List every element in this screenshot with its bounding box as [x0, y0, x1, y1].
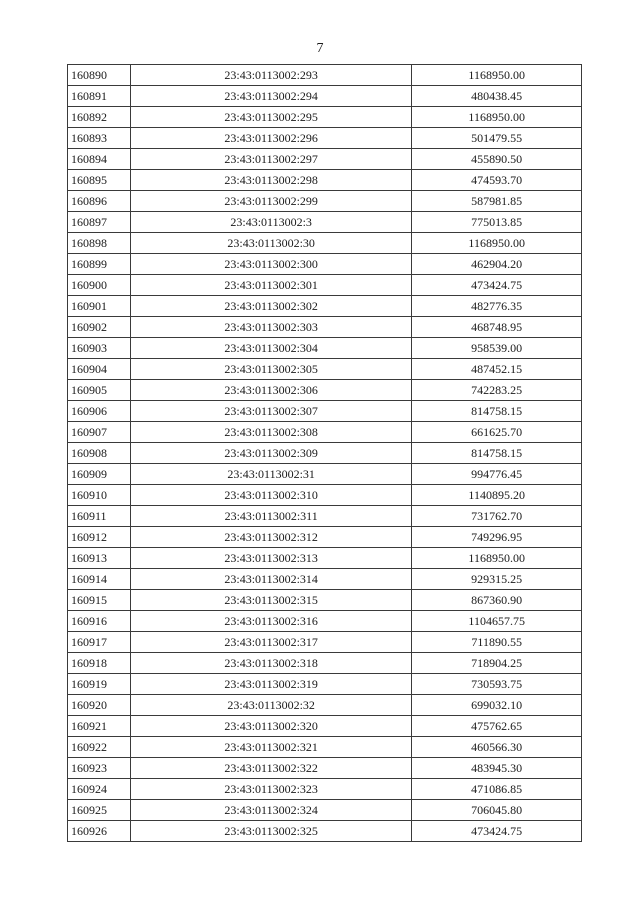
cadastral-number: 23:43:0113002:304	[130, 338, 411, 359]
table-row	[68, 401, 582, 422]
table-row	[68, 674, 582, 695]
table-row	[68, 149, 582, 170]
row-number: 160896	[68, 191, 131, 212]
cadastral-value: 730593.75	[412, 674, 582, 695]
cadastral-number: 23:43:0113002:325	[130, 821, 411, 842]
cadastral-value: 958539.00	[412, 338, 582, 359]
row-number: 160915	[68, 590, 131, 611]
cadastral-value: 742283.25	[412, 380, 582, 401]
row-number: 160906	[68, 401, 131, 422]
cadastral-number: 23:43:0113002:301	[130, 275, 411, 296]
table-row	[68, 737, 582, 758]
cadastral-value: 749296.95	[412, 527, 582, 548]
row-number: 160921	[68, 716, 131, 737]
cadastral-number: 23:43:0113002:299	[130, 191, 411, 212]
cadastral-value: 474593.70	[412, 170, 582, 191]
cadastral-number: 23:43:0113002:308	[130, 422, 411, 443]
table-row	[68, 86, 582, 107]
cadastral-value: 706045.80	[412, 800, 582, 821]
table-row	[68, 632, 582, 653]
row-number: 160908	[68, 443, 131, 464]
cadastral-value: 1104657.75	[412, 611, 582, 632]
cadastral-value: 1168950.00	[412, 233, 582, 254]
table-row	[68, 464, 582, 485]
row-number: 160926	[68, 821, 131, 842]
cadastral-value: 731762.70	[412, 506, 582, 527]
cadastral-value: 814758.15	[412, 443, 582, 464]
cadastral-number: 23:43:0113002:296	[130, 128, 411, 149]
row-number: 160913	[68, 548, 131, 569]
cadastral-number: 23:43:0113002:319	[130, 674, 411, 695]
table-row	[68, 380, 582, 401]
cadastral-number: 23:43:0113002:321	[130, 737, 411, 758]
row-number: 160905	[68, 380, 131, 401]
cadastral-number: 23:43:0113002:323	[130, 779, 411, 800]
row-number: 160903	[68, 338, 131, 359]
table-row	[68, 359, 582, 380]
table-row	[68, 296, 582, 317]
row-number: 160891	[68, 86, 131, 107]
cadastral-number: 23:43:0113002:314	[130, 569, 411, 590]
cadastral-value: 1168950.00	[412, 65, 582, 86]
cadastral-number: 23:43:0113002:298	[130, 170, 411, 191]
row-number: 160918	[68, 653, 131, 674]
cadastral-value: 462904.20	[412, 254, 582, 275]
table-row	[68, 716, 582, 737]
row-number: 160893	[68, 128, 131, 149]
row-number: 160922	[68, 737, 131, 758]
cadastral-number: 23:43:0113002:309	[130, 443, 411, 464]
table-row	[68, 170, 582, 191]
cadastral-number: 23:43:0113002:294	[130, 86, 411, 107]
cadastral-number: 23:43:0113002:306	[130, 380, 411, 401]
cadastral-value: 661625.70	[412, 422, 582, 443]
cadastral-value: 487452.15	[412, 359, 582, 380]
cadastral-value: 473424.75	[412, 821, 582, 842]
cadastral-value: 471086.85	[412, 779, 582, 800]
table-row	[68, 254, 582, 275]
table-row	[68, 590, 582, 611]
table-row	[68, 128, 582, 149]
cadastral-number: 23:43:0113002:324	[130, 800, 411, 821]
cadastral-value: 994776.45	[412, 464, 582, 485]
cadastral-number: 23:43:0113002:315	[130, 590, 411, 611]
cadastral-number: 23:43:0113002:305	[130, 359, 411, 380]
row-number: 160919	[68, 674, 131, 695]
table-row	[68, 65, 582, 86]
cadastral-value: 699032.10	[412, 695, 582, 716]
cadastral-number: 23:43:0113002:300	[130, 254, 411, 275]
cadastral-value: 929315.25	[412, 569, 582, 590]
table-row	[68, 338, 582, 359]
table-row	[68, 275, 582, 296]
table-body	[68, 65, 582, 842]
cadastral-number: 23:43:0113002:307	[130, 401, 411, 422]
row-number: 160897	[68, 212, 131, 233]
cadastral-number: 23:43:0113002:311	[130, 506, 411, 527]
cadastral-number: 23:43:0113002:31	[130, 464, 411, 485]
table-row	[68, 611, 582, 632]
row-number: 160902	[68, 317, 131, 338]
table-row	[68, 107, 582, 128]
row-number: 160924	[68, 779, 131, 800]
table-row	[68, 443, 582, 464]
cadastral-number: 23:43:0113002:322	[130, 758, 411, 779]
cadastral-value: 473424.75	[412, 275, 582, 296]
cadastral-number: 23:43:0113002:313	[130, 548, 411, 569]
row-number: 160900	[68, 275, 131, 296]
row-number: 160890	[68, 65, 131, 86]
table-row	[68, 485, 582, 506]
row-number: 160920	[68, 695, 131, 716]
row-number: 160925	[68, 800, 131, 821]
table-row	[68, 779, 582, 800]
cadastral-value: 867360.90	[412, 590, 582, 611]
table-row	[68, 800, 582, 821]
cadastral-number: 23:43:0113002:293	[130, 65, 411, 86]
row-number: 160923	[68, 758, 131, 779]
row-number: 160916	[68, 611, 131, 632]
cadastral-number: 23:43:0113002:32	[130, 695, 411, 716]
table-row	[68, 191, 582, 212]
row-number: 160904	[68, 359, 131, 380]
table-row	[68, 548, 582, 569]
row-number: 160912	[68, 527, 131, 548]
row-number: 160898	[68, 233, 131, 254]
row-number: 160907	[68, 422, 131, 443]
cadastral-number: 23:43:0113002:312	[130, 527, 411, 548]
row-number: 160914	[68, 569, 131, 590]
cadastral-value: 460566.30	[412, 737, 582, 758]
cadastral-value: 1168950.00	[412, 548, 582, 569]
row-number: 160911	[68, 506, 131, 527]
table-row	[68, 506, 582, 527]
row-number: 160894	[68, 149, 131, 170]
table-row	[68, 758, 582, 779]
cadastral-number: 23:43:0113002:302	[130, 296, 411, 317]
cadastral-value: 814758.15	[412, 401, 582, 422]
cadastral-number: 23:43:0113002:303	[130, 317, 411, 338]
table-row	[68, 212, 582, 233]
table-row	[68, 233, 582, 254]
row-number: 160909	[68, 464, 131, 485]
table-row	[68, 695, 582, 716]
row-number: 160910	[68, 485, 131, 506]
table-row	[68, 569, 582, 590]
row-number: 160895	[68, 170, 131, 191]
row-number: 160892	[68, 107, 131, 128]
cadastral-value: 480438.45	[412, 86, 582, 107]
cadastral-number: 23:43:0113002:318	[130, 653, 411, 674]
row-number: 160901	[68, 296, 131, 317]
cadastral-number: 23:43:0113002:316	[130, 611, 411, 632]
cadastral-number: 23:43:0113002:30	[130, 233, 411, 254]
page-number: 7	[316, 41, 324, 56]
table-row	[68, 527, 582, 548]
table-row	[68, 422, 582, 443]
cadastral-value: 468748.95	[412, 317, 582, 338]
table-row	[68, 317, 582, 338]
cadastral-value: 711890.55	[412, 632, 582, 653]
cadastral-number: 23:43:0113002:297	[130, 149, 411, 170]
cadastral-value: 587981.85	[412, 191, 582, 212]
row-number: 160899	[68, 254, 131, 275]
cadastral-value: 501479.55	[412, 128, 582, 149]
cadastral-value: 482776.35	[412, 296, 582, 317]
cadastral-value: 1140895.20	[412, 485, 582, 506]
cadastral-number: 23:43:0113002:295	[130, 107, 411, 128]
cadastral-number: 23:43:0113002:317	[130, 632, 411, 653]
table-row	[68, 653, 582, 674]
cadastral-value: 475762.65	[412, 716, 582, 737]
cadastral-number: 23:43:0113002:320	[130, 716, 411, 737]
cadastral-number: 23:43:0113002:310	[130, 485, 411, 506]
cadastral-value: 718904.25	[412, 653, 582, 674]
cadastral-number: 23:43:0113002:3	[130, 212, 411, 233]
cadastral-value-table	[67, 64, 582, 842]
cadastral-value: 455890.50	[412, 149, 582, 170]
row-number: 160917	[68, 632, 131, 653]
cadastral-value: 483945.30	[412, 758, 582, 779]
cadastral-value: 1168950.00	[412, 107, 582, 128]
cadastral-value: 775013.85	[412, 212, 582, 233]
table-row	[68, 821, 582, 842]
